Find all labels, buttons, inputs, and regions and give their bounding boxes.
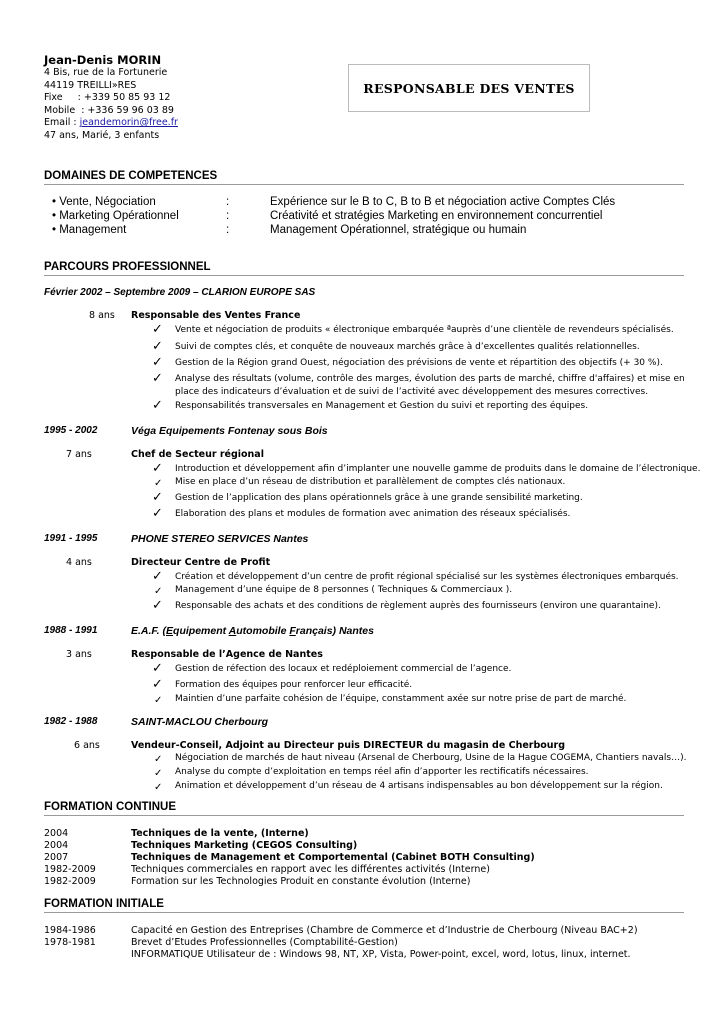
experience-bullet: Responsabilités transversales en Management et Gestion du suivi et reporting des équipes. [175,401,589,411]
competence-desc: Expérience sur le B to C, B to B et négociation active Comptes Clés [270,196,616,208]
personal-status: 47 ans, Marié, 3 enfants [44,129,160,141]
experience-bullet: Animation et développement d’un réseau de 4 artisans indispensables au bon développement sur la région. [175,781,663,791]
section-formation-initiale: FORMATION INITIALE [44,898,684,913]
experience-bullet: Gestion de la Région grand Ouest, négociation des prévisions de vente et répartition des objectifs (+ 30 %). [175,358,663,368]
experience-bullet: Analyse des résultats (volume, contrôle des marges, évolution des parts de marché, chiffre d'affaires) et mise en [175,374,685,384]
experience-bullet: Gestion de réfection des locaux et redéploiement commercial de l’agence. [175,664,512,674]
competence-label: • Vente, Négociation [52,196,156,208]
formation-year: 2004 [44,840,69,851]
experience-duration: 3 ans [66,649,92,660]
contact-block [44,53,178,143]
experience-bullet: Vente et négociation de produits « électronique embarquée ªauprès d’une clientèle de revendeurs spécialisés. [175,325,674,335]
competence-desc: Créativité et stratégies Marketing en environnement concurrentiel [270,210,603,222]
experience-company: Véga Equipements Fontenay sous Bois [131,425,328,437]
competence-sep: : [226,196,230,208]
competence-sep: : [226,210,230,222]
formation-year: 2004 [44,828,69,839]
competence-label: • Management [52,224,127,236]
phone-mobile: Mobile : +336 59 96 03 89 [44,104,174,116]
experience-role: Chef de Secteur régional [131,449,264,460]
check-icon: ✓ [152,569,163,584]
section-competences: DOMAINES DE COMPETENCES [44,170,684,185]
experience-period: 1995 - 2002 [44,425,98,436]
formation-text: Techniques de la vente, (Interne) [131,828,309,839]
job-title-box [348,64,590,112]
experience-bullet: Responsable des achats et des conditions de règlement auprès des fournisseurs (environ une quarantaine). [175,601,661,611]
address-line-2: 44119 TREILLI»RES [44,79,137,91]
experience-bullet-cont: place des indicateurs d’évaluation et de suivi de l’activité avec développement des mesures correctives. [175,387,649,397]
formation-year: 1982-2009 [44,876,96,887]
check-icon: ✓ [152,490,163,505]
formation-year: 1984-1986 [44,925,96,936]
check-icon: ✓ [154,782,163,793]
experience-period: Février 2002 – Septembre 2009 – CLARION EUROPE SAS [44,287,316,298]
experience-bullet: Analyse du compte d’exploitation en temps réel afin d’apporter les rectificatifs nécessaires. [175,767,589,777]
check-icon: ✓ [152,661,163,676]
experience-duration: 8 ans [89,310,115,321]
formation-year: 2007 [44,852,69,863]
formation-year: 1978-1981 [44,937,96,948]
experience-role: Responsable des Ventes France [131,310,301,321]
section-parcours: PARCOURS PROFESSIONNEL [44,261,684,276]
email-line [44,117,178,130]
check-icon: ✓ [154,478,163,489]
formation-text: INFORMATIQUE Utilisateur de : Windows 98, NT, XP, Vista, Power-point, excel, word, lotus, linux, internet. [131,949,631,960]
competence-desc: Management Opérationnel, stratégique ou humain [270,224,527,236]
experience-company: PHONE STEREO SERVICES Nantes [131,533,309,545]
check-icon: ✓ [152,461,163,476]
experience-bullet: Maintien d’une parfaite cohésion de l’équipe, constamment axée sur notre prise de part de marché. [175,694,627,704]
experience-bullet: Mise en place d’un réseau de distribution et parallèlement de comptes clés nationaux. [175,477,566,487]
check-icon: ✓ [152,371,163,386]
experience-period: 1991 - 1995 [44,533,98,544]
email-label: Email : [44,117,80,129]
experience-company: SAINT-MACLOU Cherbourg [131,716,269,728]
experience-duration: 6 ans [74,740,100,751]
experience-bullet: Management d’une équipe de 8 personnes ( Techniques & Commerciaux ). [175,585,513,595]
check-icon: ✓ [152,322,163,337]
experience-bullet: Suivi de comptes clés, et conquête de nouveaux marchés grâce à d’excellentes qualités relationnelles. [175,342,640,352]
experience-duration: 7 ans [66,449,92,460]
job-title: RESPONSABLE DES VENTES [363,80,575,96]
check-icon: ✓ [152,506,163,521]
phone-fixe: Fixe : +339 50 85 93 12 [44,92,171,104]
email-link[interactable]: jeandemorin@free.fr [79,117,178,129]
check-icon: ✓ [154,754,163,765]
experience-bullet: Négociation de marchés de haut niveau (Arsenal de Cherbourg, Usine de la Hague COGEMA, Chantiers navals…). [175,753,687,763]
competence-sep: : [226,224,230,236]
formation-text: Brevet d’Etudes Professionnelles (Comptabilité-Gestion) [131,937,398,948]
formation-text: Techniques de Management et Comportemental (Cabinet BOTH Consulting) [131,852,535,863]
section-formation-continue: FORMATION CONTINUE [44,801,684,816]
address-line-1: 4 Bis, rue de la Fortunerie [44,67,168,78]
experience-role: Directeur Centre de Profit [131,557,271,568]
formation-text: Techniques Marketing (CEGOS Consulting) [131,840,358,851]
experience-bullet: Gestion de l’application des plans opérationnels grâce à une grande sensibilité marketing. [175,493,583,503]
check-icon: ✓ [152,598,163,613]
formation-text: Techniques commerciales en rapport avec les différentes activités (Interne) [131,864,490,875]
check-icon: ✓ [154,586,163,597]
experience-bullet: Formation des équipes pour renforcer leur efficacité. [175,680,413,690]
experience-role: Vendeur-Conseil, Adjoint au Directeur puis DIRECTEUR du magasin de Cherbourg [131,740,566,751]
check-icon: ✓ [154,768,163,779]
experience-period: 1988 - 1991 [44,625,98,636]
check-icon: ✓ [152,355,163,370]
experience-role: Responsable de l’Agence de Nantes [131,649,323,660]
check-icon: ✓ [152,677,163,692]
formation-text: Capacité en Gestion des Entreprises (Chambre de Commerce et d’Industrie de Cherbourg (Niveau BAC+2) [131,925,638,936]
experience-company: E.A.F. (Equipement Automobile Français) Nantes [131,625,374,637]
formation-year: 1982-2009 [44,864,96,875]
formation-text: Formation sur les Technologies Produit en constante évolution (Interne) [131,876,471,887]
experience-period: 1982 - 1988 [44,716,98,727]
check-icon: ✓ [154,695,163,706]
check-icon: ✓ [152,398,163,413]
check-icon: ✓ [152,339,163,354]
competence-label: • Marketing Opérationnel [52,210,179,222]
experience-bullet: Elaboration des plans et modules de formation avec animation des réseaux spécialisés. [175,509,571,519]
experience-bullet: Création et développement d’un centre de profit régional spécialisé sur les systèmes électroniques embarqués. [175,572,679,582]
candidate-name: Jean-Denis MORIN [44,53,162,67]
experience-bullet: Introduction et développement afin d’implanter une nouvelle gamme de produits dans le domaine de l’électronique. [175,464,701,474]
experience-duration: 4 ans [66,557,92,568]
